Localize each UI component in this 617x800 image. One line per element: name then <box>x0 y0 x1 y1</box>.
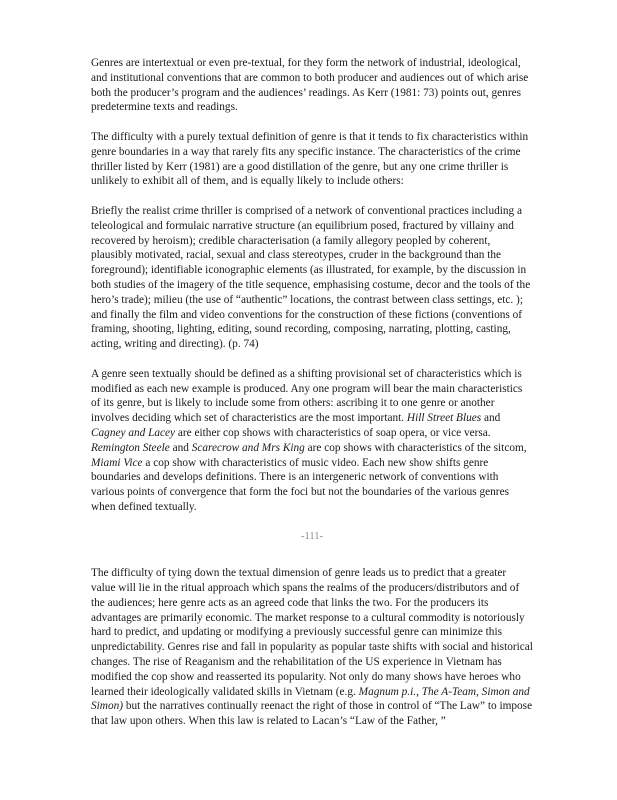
p4-text-1: A genre seen textually should be defined as a shifting provisional set of characteristics which is modified as each new example is produced. Any one program will bear the main characteristics of its genre, but is likely to include some from others: ascribing it to one genre or another involves deciding which set of characteristics are the most important. <box>91 367 523 425</box>
p5-text-1: The difficulty of tying down the textual dimension of genre leads us to predict that a greater value will lie in the ritual approach which spans the realms of the producers/distributors and of the audiences; here genre acts as an agreed code that links the two. For the producers its advantages are primarily economic. The market response to a cultural commodity is notoriously hard to predict, and updating or modifying a previously successful genre can minimize this unpredictability. Genres rise and fall in popularity as popular taste shifts with social and historical changes. The rise of Reaganism and the rehabilitation of the US experience in Vietnam has modified the cop show and reasserted its popularity. Not only do many shows have heroes who learned their ideologically validated skills in Vietnam (e.g. <box>91 567 533 698</box>
p4-text-4: and <box>169 441 192 454</box>
block-quote <box>91 204 533 352</box>
p5-text-2: but the narratives continually reenact the right of those in control of “The Law” to impose that law upon others. When this law is related to Lacan’s “Law of the Father, ” <box>91 700 533 728</box>
p4-text-2: and <box>481 412 501 425</box>
paragraph-2 <box>91 130 533 189</box>
paragraph-1 <box>91 56 533 115</box>
title-miami-vice: Miami Vice <box>91 456 143 469</box>
p1-text: Genres are intertextual or even pre-textual, for they form the network of industrial, ideological, and institutional conventions that are common to both producer and audiences out of which arise both the producer’s program and the audiences’ readings. As Kerr (1981: 73) points out, genres predetermine texts and readings. <box>91 57 529 114</box>
title-scarecrow-and-mrs-king: Scarecrow and Mrs King <box>191 441 305 454</box>
title-hill-street-blues: Hill Street Blues <box>406 412 482 425</box>
p4-text-5: are cop shows with characteristics of the sitcom, <box>304 441 527 454</box>
p2-text: The difficulty with a purely textual definition of genre is that it tends to fix characteristics within genre boundaries in a way that rarely fits any specific instance. The characteristics of the crime thriller listed by Kerr (1981) are a good distillation of the genre, but any one crime thriller is unlikely to exhibit all of them, and is equally likely to include others: <box>91 130 529 188</box>
p4-text-6: a cop show with characteristics of music video. Each new show shifts genre boundaries and develops definitions. There is an intergeneric network of conventions with various points of convergence that form the foci but not the boundaries of the various genres when defined textually. <box>91 456 509 513</box>
p4-text-3: are either cop shows with characteristics of soap opera, or vice versa. <box>175 426 491 439</box>
title-remington-steele: Remington Steele <box>91 441 170 454</box>
paragraph-4 <box>91 367 533 515</box>
paragraph-5 <box>91 566 533 729</box>
page-number: -111- <box>301 530 323 542</box>
quote-text: Briefly the realist crime thriller is comprised of a network of conventional practices including a teleological and formulaic narrative structure (an equilibrium posed, fractured by villainy and recovered by heroism); credible characterisation (a family allegory peopled by coherent, plausibly motivated, racial, sexual and class stereotypes, cruder in the background than the foreground); identifiable iconographic elements (as illustrated, for example, by the discussion in both studies of the imagery of the title sequence, emphasising costume, decor and the tools of the hero’s trade); milieu (the use of “authentic” locations, the contrast between class settings, etc. ); and finally the film and video conventions for the construction of these fictions (conventions of framing, shooting, lighting, editing, sound recording, composing, narrating, plotting, casting, acting, writing and directing). (p. 74) <box>91 204 531 351</box>
document-page <box>91 56 533 744</box>
title-magnum-a-team-simon: Magnum p.i., The A-Team, Simon and Simon) <box>91 685 530 713</box>
title-cagney-and-lacey: Cagney and Lacey <box>91 426 176 439</box>
